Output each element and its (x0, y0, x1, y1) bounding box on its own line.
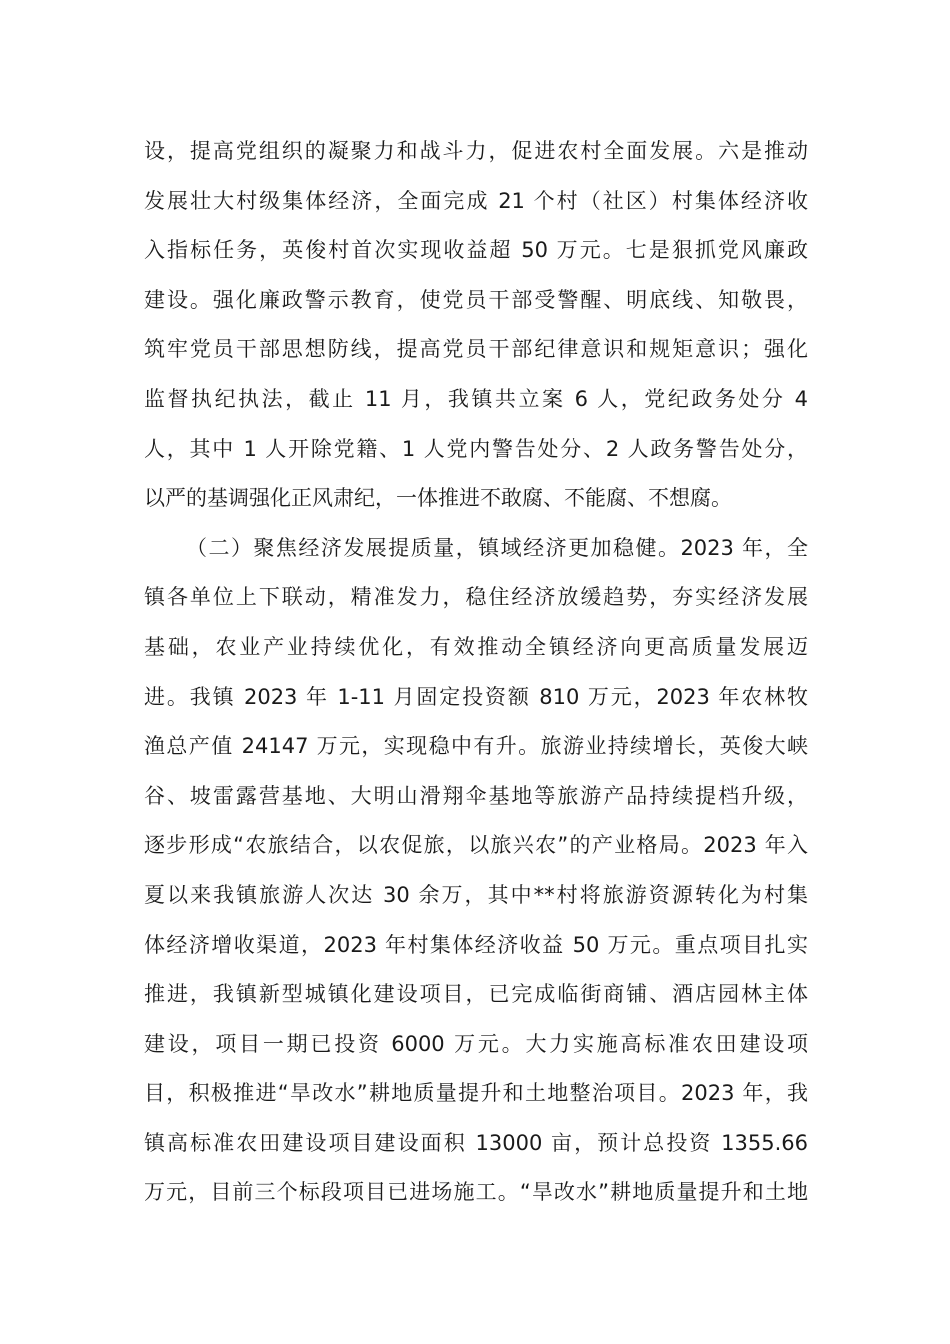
text-line: 基础，农业产业持续优化，有效推动全镇经济向更高质量发展迈 (144, 634, 808, 659)
text-line: 监督执纪执法，截止 11 月，我镇共立案 6 人，党纪政务处分 4 (144, 386, 808, 411)
text-line: 发展壮大村级集体经济，全面完成 21 个村（社区）村集体经济收 (144, 188, 808, 213)
text-line: 入指标任务，英俊村首次实现收益超 50 万元。七是狠抓党风廉政 (144, 238, 808, 263)
section-heading-line: （二）聚焦经济发展提质量，镇域经济更加稳健。2023 年，全 (186, 535, 808, 560)
body-text (144, 127, 808, 1218)
text-line: 以严的基调强化正风肃纪，一体推进不敢腐、不能腐、不想腐。 (144, 486, 732, 511)
text-line: 夏以来我镇旅游人次达 30 余万，其中**村将旅游资源转化为村集 (144, 882, 808, 907)
text-line: 万元，目前三个标段项目已进场施工。“旱改水”耕地质量提升和土地 (144, 1180, 808, 1205)
text-line: 目，积极推进“旱改水”耕地质量提升和土地整治项目。2023 年，我 (144, 1081, 808, 1106)
text-line: 镇各单位上下联动，精准发力，稳住经济放缓趋势，夯实经济发展 (144, 585, 808, 610)
text-line: 逐步形成“农旅结合，以农促旅，以旅兴农”的产业格局。2023 年入 (144, 833, 808, 858)
text-line: 谷、坡雷露营基地、大明山滑翔伞基地等旅游产品持续提档升级， (144, 783, 808, 808)
text-line: 建设，项目一期已投资 6000 万元。大力实施高标准农田建设项 (144, 1031, 808, 1056)
text-line: 体经济增收渠道，2023 年村集体经济收益 50 万元。重点项目扎实 (144, 932, 808, 957)
paragraph-economic-development (144, 524, 808, 1218)
text-line: 进。我镇 2023 年 1-11 月固定投资额 810 万元，2023 年农林牧 (144, 684, 808, 709)
text-line: 镇高标准农田建设项目建设面积 13000 亩，预计总投资 1355.66 (144, 1130, 808, 1155)
paragraph-party-building-continued (144, 127, 808, 524)
text-line: 渔总产值 24147 万元，实现稳中有升。旅游业持续增长，英俊大峡 (144, 734, 808, 759)
text-line: 筑牢党员干部思想防线，提高党员干部纪律意识和规矩意识；强化 (144, 337, 808, 362)
text-line: 设，提高党组织的凝聚力和战斗力，促进农村全面发展。六是推动 (144, 139, 808, 163)
text-line: 人，其中 1 人开除党籍、1 人党内警告处分、2 人政务警告处分， (144, 436, 808, 461)
text-line: 推进，我镇新型城镇化建设项目，已完成临街商铺、酒店园林主体 (144, 982, 808, 1007)
text-line: 建设。强化廉政警示教育，使党员干部受警醒、明底线、知敬畏， (144, 287, 808, 312)
